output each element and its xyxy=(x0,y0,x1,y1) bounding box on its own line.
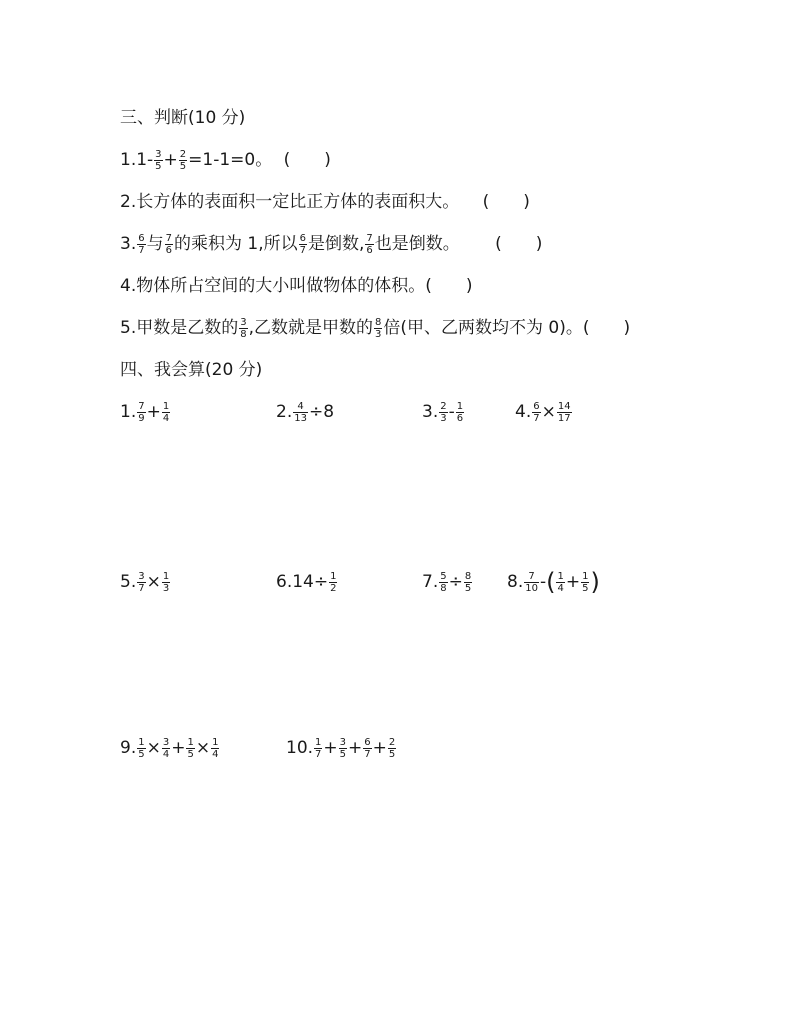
operator: ÷8 xyxy=(308,402,335,422)
operator: + xyxy=(146,402,161,422)
numerator: 3 xyxy=(339,736,347,748)
fraction xyxy=(439,571,447,594)
numerator: 1 xyxy=(456,400,464,412)
q4-answer-blank[interactable]: ( ) xyxy=(425,276,473,296)
fraction xyxy=(162,571,170,594)
numerator: 3 xyxy=(155,148,162,160)
q1-pre: 1.1- xyxy=(120,150,154,170)
denominator: 7 xyxy=(533,412,540,424)
q5-fraction-2 xyxy=(374,317,382,340)
numerator: 1 xyxy=(187,736,194,748)
q5-fraction-1 xyxy=(239,317,247,340)
fraction xyxy=(137,737,145,760)
numerator: 7 xyxy=(366,232,373,244)
denominator: 10 xyxy=(525,582,538,594)
judge-q4 xyxy=(120,274,473,298)
q3-text-1: 与 xyxy=(146,234,164,254)
calc-2 xyxy=(276,400,334,424)
q2-answer-blank[interactable]: ( ) xyxy=(482,192,530,212)
numerator: 1 xyxy=(162,400,170,412)
q3-pre: 3. xyxy=(120,234,137,254)
fraction xyxy=(456,401,464,424)
numerator: 6 xyxy=(364,736,371,748)
calc-number: 6.14÷ xyxy=(276,572,329,592)
q3-fraction-1 xyxy=(137,233,145,256)
operator: - xyxy=(539,572,547,592)
q5-text-3: 倍(甲、乙两数均不为 0)。 xyxy=(383,318,583,338)
fraction xyxy=(137,401,145,424)
operator: ÷ xyxy=(448,572,463,592)
denominator: 3 xyxy=(440,412,447,424)
calc-number: 3. xyxy=(422,402,439,422)
fraction xyxy=(557,401,572,424)
fraction xyxy=(524,571,539,594)
q2-text: 2.长方体的表面积一定比正方体的表面积大。 xyxy=(120,192,460,212)
denominator: 5 xyxy=(138,748,145,760)
judge-q1 xyxy=(120,148,331,172)
fraction xyxy=(388,737,396,760)
denominator: 2 xyxy=(330,582,337,594)
operator: + xyxy=(348,738,363,758)
q3-text-2: 的乘积为 1,所以 xyxy=(173,234,298,254)
judge-q2 xyxy=(120,190,530,214)
calc-number: 1. xyxy=(120,402,137,422)
numerator: 3 xyxy=(240,316,247,328)
fraction xyxy=(581,571,589,594)
operator: × xyxy=(195,738,211,758)
calc-number: 7. xyxy=(422,572,439,592)
q3-text-3: 是倒数, xyxy=(307,234,365,254)
q5-text-2: ,乙数就是甲数的 xyxy=(248,318,374,338)
numerator: 3 xyxy=(162,736,170,748)
denominator: 6 xyxy=(165,244,172,256)
denominator: 8 xyxy=(240,328,247,340)
numerator: 1 xyxy=(138,736,145,748)
calc-7 xyxy=(422,570,473,594)
fraction xyxy=(162,737,170,760)
fraction xyxy=(339,737,347,760)
q5-answer-blank[interactable]: ( ) xyxy=(582,318,631,338)
calc-number: 4. xyxy=(515,402,532,422)
calc-number: 5. xyxy=(120,572,137,592)
calc-1 xyxy=(120,400,171,424)
fraction xyxy=(186,737,194,760)
calc-number: 8. xyxy=(507,572,524,592)
section-3-title: 三、判断(10 分) xyxy=(120,108,246,128)
calc-9 xyxy=(120,736,220,760)
calc-5 xyxy=(120,570,171,594)
numerator: 6 xyxy=(138,232,145,244)
numerator: 7 xyxy=(165,232,172,244)
calc-4 xyxy=(515,400,573,424)
fraction xyxy=(464,571,472,594)
q1-answer-blank[interactable]: ( ) xyxy=(283,150,331,170)
q5-text-1: 5.甲数是乙数的 xyxy=(120,318,239,338)
fraction xyxy=(532,401,540,424)
q1-post: =1-1=0。 xyxy=(188,150,273,170)
denominator: 3 xyxy=(375,328,382,340)
judge-q5 xyxy=(120,316,630,340)
numerator: 1 xyxy=(557,570,564,582)
numerator: 1 xyxy=(330,570,337,582)
numerator: 1 xyxy=(212,736,219,748)
numerator: 1 xyxy=(315,736,322,748)
numerator: 4 xyxy=(297,400,304,412)
operator: - xyxy=(448,402,455,422)
fraction xyxy=(137,571,145,594)
numerator: 6 xyxy=(533,400,540,412)
denominator: 5 xyxy=(339,748,347,760)
numerator: 2 xyxy=(179,148,187,160)
denominator: 7 xyxy=(138,582,145,594)
denominator: 5 xyxy=(582,582,589,594)
denominator: 5 xyxy=(388,748,396,760)
q1-plus: + xyxy=(163,150,178,170)
q3-fraction-4 xyxy=(365,233,373,256)
numerator: 1 xyxy=(582,570,589,582)
fraction xyxy=(293,401,308,424)
calc-8 xyxy=(507,570,600,594)
q3-answer-blank[interactable]: ( ) xyxy=(495,234,543,254)
numerator: 7 xyxy=(528,570,535,582)
operator: + xyxy=(372,738,387,758)
fraction xyxy=(556,571,564,594)
operator: × xyxy=(541,402,556,422)
numerator: 3 xyxy=(138,570,145,582)
fraction xyxy=(314,737,322,760)
denominator: 4 xyxy=(212,748,219,760)
section-4-title: 四、我会算(20 分) xyxy=(120,360,263,380)
denominator: 4 xyxy=(557,582,564,594)
denominator: 5 xyxy=(155,160,162,172)
calc-number: 2. xyxy=(276,402,293,422)
denominator: 5 xyxy=(464,582,472,594)
calc-10 xyxy=(286,736,397,760)
denominator: 3 xyxy=(162,582,170,594)
denominator: 7 xyxy=(138,244,145,256)
operator: + xyxy=(171,738,186,758)
q3-fraction-3 xyxy=(299,233,307,256)
q3-text-4: 也是倒数。 xyxy=(374,234,460,254)
numerator: 8 xyxy=(464,570,472,582)
calc-6 xyxy=(276,570,338,594)
denominator: 5 xyxy=(187,748,194,760)
q1-fraction-2 xyxy=(179,149,187,172)
fraction xyxy=(439,401,447,424)
fraction xyxy=(211,737,219,760)
numerator: 6 xyxy=(299,232,306,244)
denominator: 6 xyxy=(456,412,464,424)
numerator: 14 xyxy=(557,400,571,412)
denominator: 7 xyxy=(299,244,306,256)
operator: + xyxy=(565,572,581,592)
right-paren: ) xyxy=(590,568,600,596)
denominator: 7 xyxy=(315,748,322,760)
denominator: 5 xyxy=(179,160,187,172)
q3-fraction-2 xyxy=(165,233,173,256)
calc-3 xyxy=(422,400,465,424)
numerator: 5 xyxy=(440,570,447,582)
denominator: 17 xyxy=(557,412,571,424)
denominator: 6 xyxy=(366,244,373,256)
denominator: 4 xyxy=(162,412,170,424)
numerator: 2 xyxy=(440,400,447,412)
q4-text: 4.物体所占空间的大小叫做物体的体积。 xyxy=(120,276,426,296)
numerator: 2 xyxy=(388,736,396,748)
fraction xyxy=(162,401,170,424)
denominator: 8 xyxy=(440,582,447,594)
fraction xyxy=(363,737,371,760)
fraction xyxy=(329,571,337,594)
operator: × xyxy=(146,738,161,758)
denominator: 9 xyxy=(138,412,145,424)
denominator: 13 xyxy=(294,412,307,424)
operator: × xyxy=(146,572,161,592)
denominator: 7 xyxy=(364,748,371,760)
calc-number: 10. xyxy=(286,738,314,758)
numerator: 7 xyxy=(138,400,145,412)
q1-fraction-1 xyxy=(154,149,162,172)
numerator: 1 xyxy=(162,570,170,582)
judge-q3 xyxy=(120,232,542,256)
left-paren: ( xyxy=(546,568,556,596)
operator: + xyxy=(323,738,338,758)
numerator: 8 xyxy=(375,316,382,328)
calc-number: 9. xyxy=(120,738,137,758)
denominator: 4 xyxy=(162,748,170,760)
